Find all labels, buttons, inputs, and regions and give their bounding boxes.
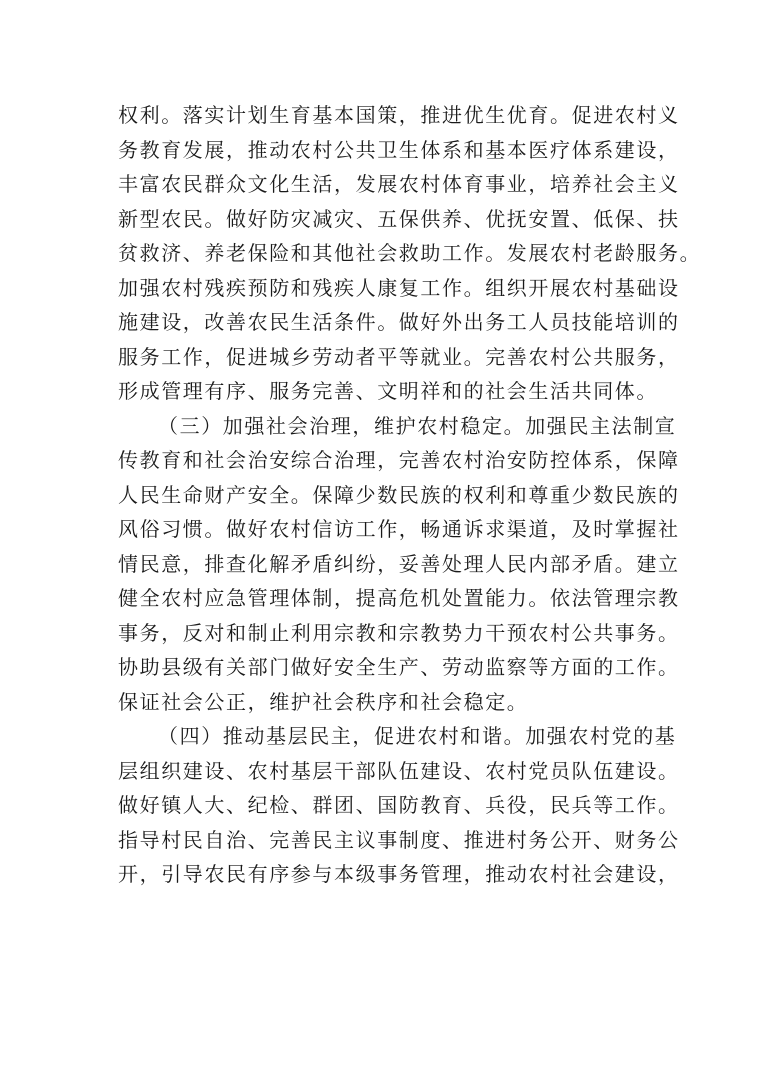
text-line: 健全农村应急管理体制，提高危机处置能力。依法管理宗教 — [118, 586, 680, 610]
body-text — [118, 98, 702, 892]
text-line: 新型农民。做好防灾减灾、五保供养、优抚安置、低保、扶 — [118, 206, 680, 231]
text-line: 权利。落实计划生育基本国策，推进优生优育。促进农村义 — [118, 103, 680, 127]
text-line: 加强农村残疾预防和残疾人康复工作。组织开展农村基础设 — [118, 275, 680, 300]
section-heading-line: （四）推动基层民主，促进农村和谐。加强农村党的基 — [158, 724, 677, 748]
text-line: 情民意，排查化解矛盾纠纷，妥善处理人民内部矛盾。建立 — [118, 551, 680, 576]
text-line: 贫救济、养老保险和其他社会救助工作。发展农村老龄服务。 — [118, 241, 702, 265]
text-line: 人民生命财产安全。保障少数民族的权利和尊重少数民族的 — [118, 482, 680, 507]
text-line: 事务，反对和制止利用宗教和宗教势力干预农村公共事务。 — [118, 620, 680, 645]
text-line: 施建设，改善农民生活条件。做好外出务工人员技能培训的 — [118, 310, 680, 334]
text-line: 丰富农民群众文化生活，发展农村体育事业，培养社会主义 — [118, 172, 680, 196]
text-line: 务教育发展，推动农村公共卫生体系和基本医疗体系建设， — [118, 137, 680, 162]
text-line: 风俗习惯。做好农村信访工作，畅通诉求渠道，及时掌握社 — [118, 517, 680, 541]
text-line: 协助县级有关部门做好安全生产、劳动监察等方面的工作。 — [118, 655, 680, 679]
text-line: 传教育和社会治安综合治理，完善农村治安防控体系，保障 — [118, 448, 680, 472]
text-line: 层组织建设、农村基层干部队伍建设、农村党员队伍建设。 — [118, 758, 680, 783]
text-line: 指导村民自治、完善民主议事制度、推进村务公开、财务公 — [118, 827, 680, 852]
text-line: 开，引导农民有序参与本级事务管理，推动农村社会建设， — [118, 862, 680, 886]
text-line: 保证社会公正，维护社会秩序和社会稳定。 — [118, 689, 529, 714]
text-line: 形成管理有序、服务完善、文明祥和的社会生活共同体。 — [118, 379, 658, 403]
text-line: 做好镇人大、纪检、群团、国防教育、兵役，民兵等工作。 — [118, 793, 680, 817]
text-line: 服务工作，促进城乡劳动者平等就业。完善农村公共服务， — [118, 344, 680, 369]
section-heading-line: （三）加强社会治理，维护农村稳定。加强民主法制宣 — [158, 413, 677, 438]
